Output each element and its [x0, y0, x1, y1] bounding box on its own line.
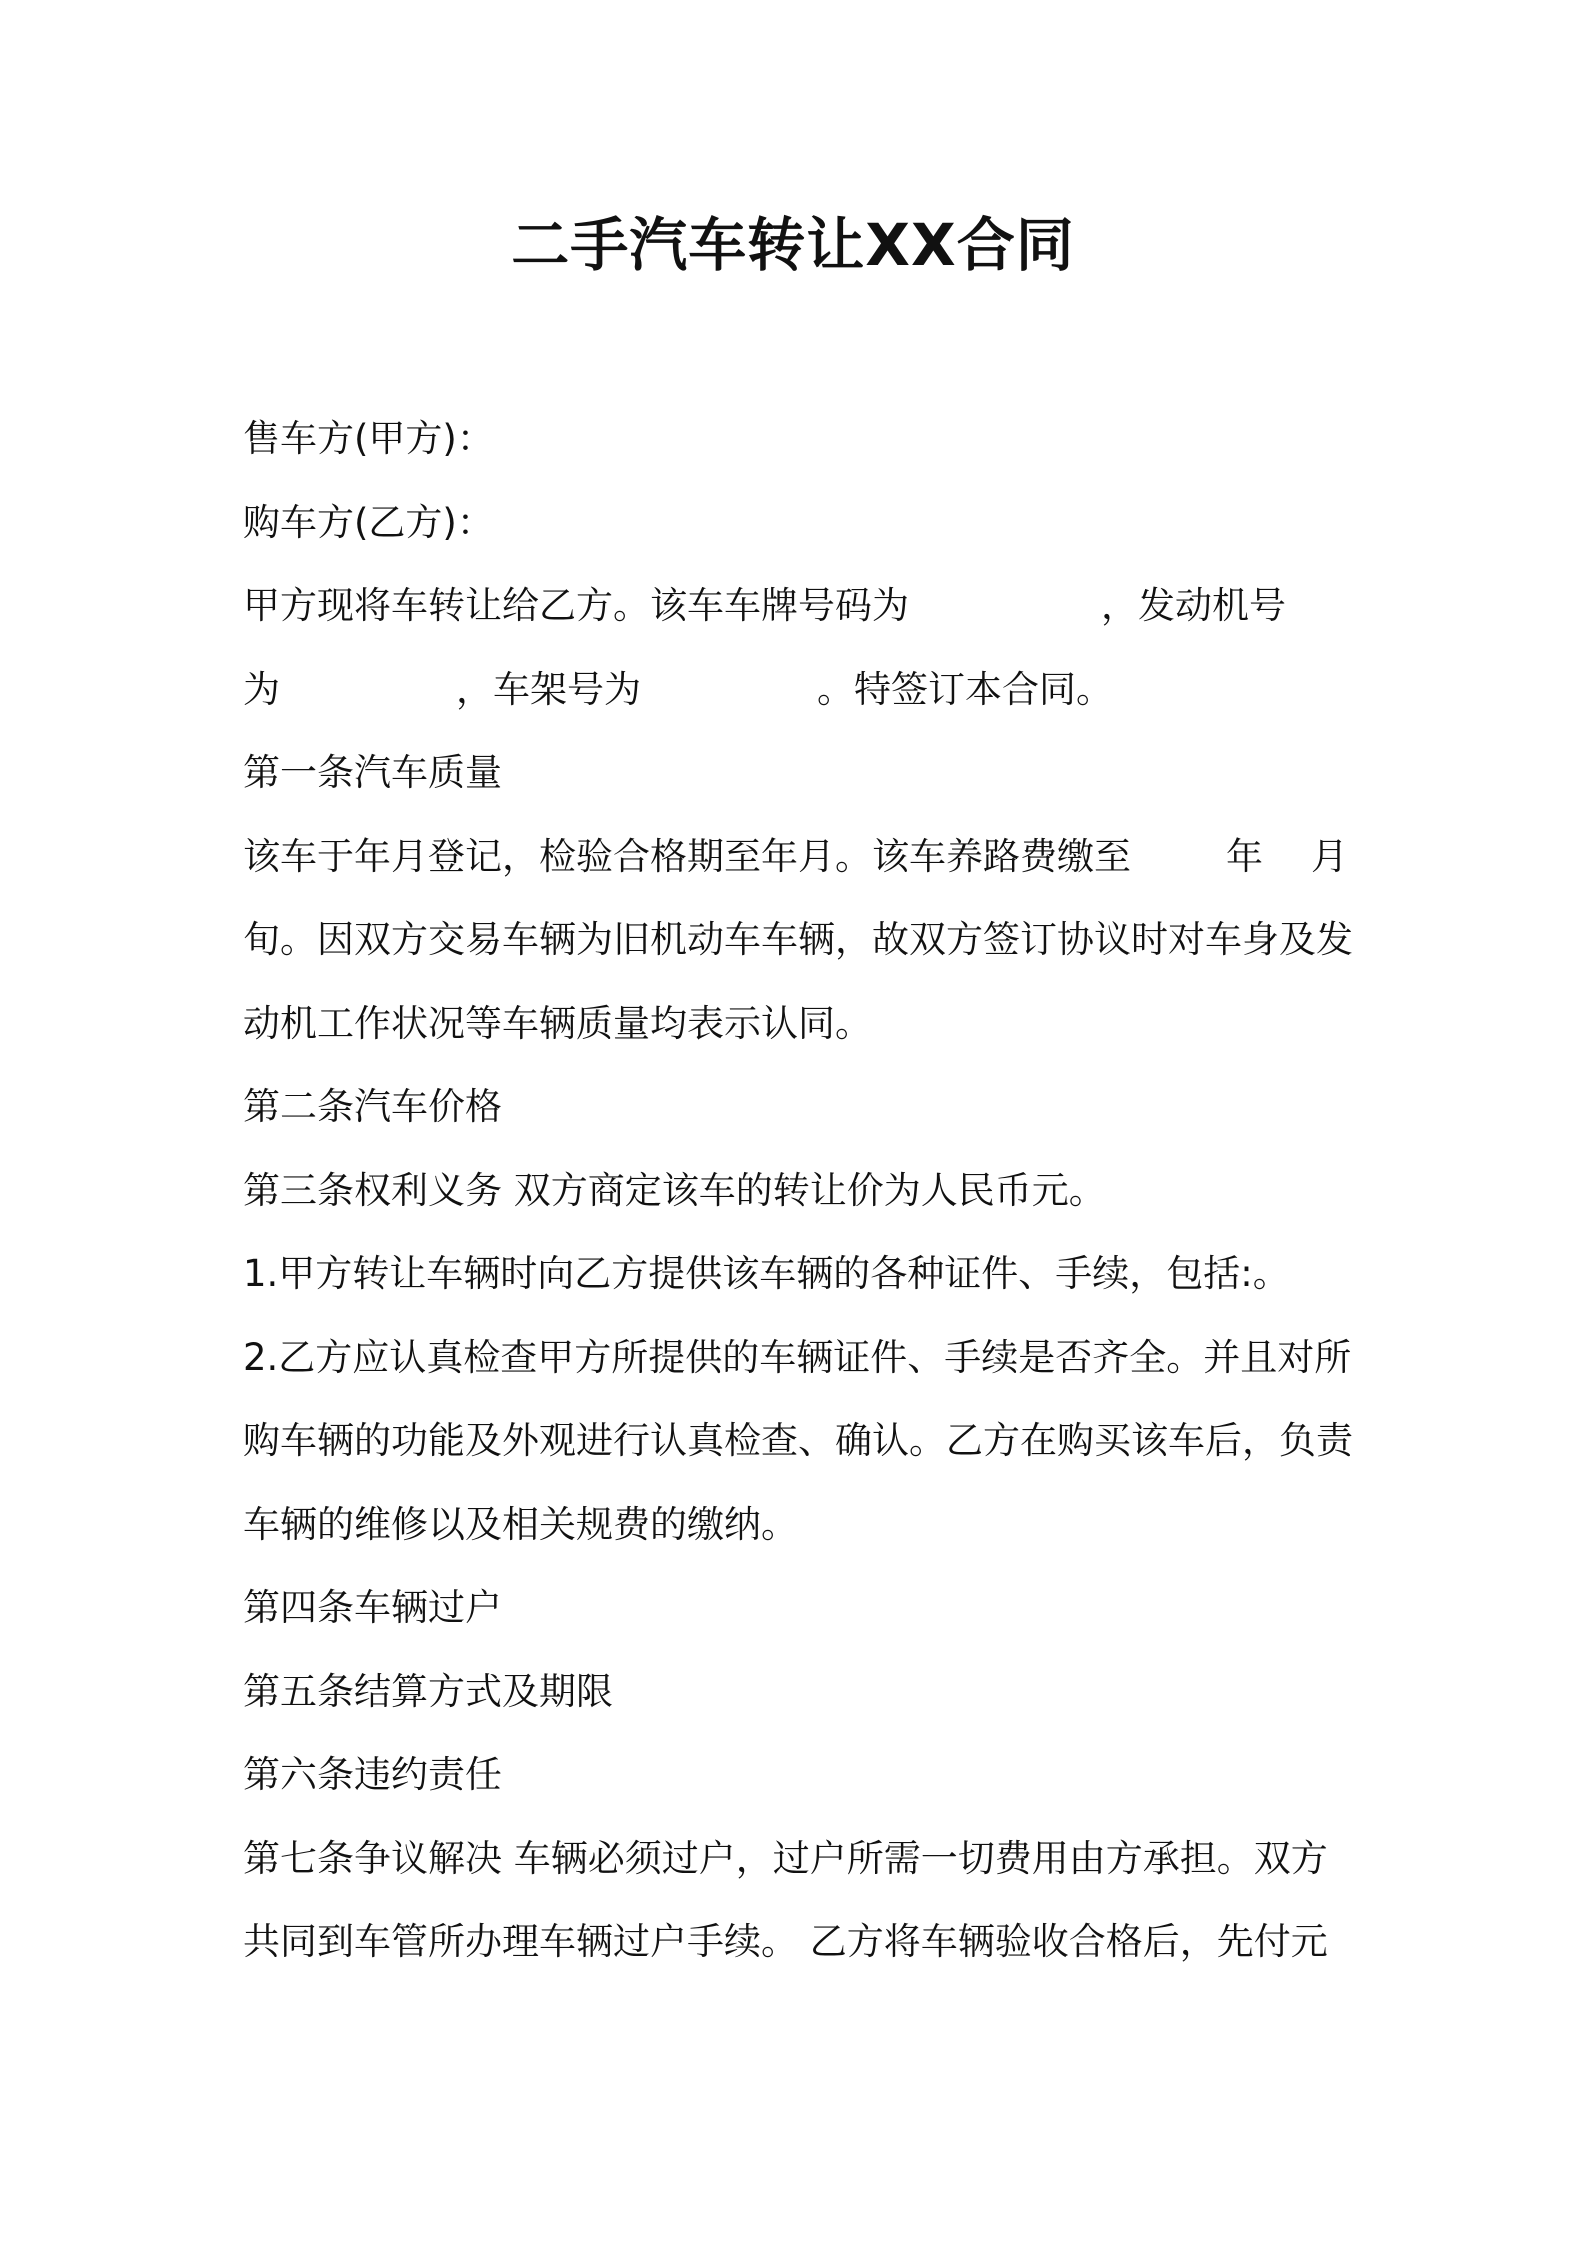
- transfer-text-a: 甲方现将车转让给乙方。该车车牌号码为: [243, 584, 909, 627]
- transfer-text-e: 。特签订本合同。: [817, 667, 1113, 711]
- article-1-text-a: 该车于年月登记，检验合格期至年月。该车养路费缴至: [243, 834, 1131, 878]
- article-3-item-2-line-1: 2.乙方应认真检查甲方所提供的车辆证件、手续是否齐全。并且对所: [243, 1335, 1352, 1379]
- article-3-heading-line: 第三条权利义务 双方商定该车的转让价为人民币元。: [243, 1168, 1106, 1212]
- article-5-heading: 第五条结算方式及期限: [243, 1669, 613, 1713]
- article-1-text-line-2: 旬。因双方交易车辆为旧机动车车辆，故双方签订协议时对车身及发: [243, 918, 1353, 961]
- article-1-month: 月: [1311, 834, 1348, 878]
- article-1-text-line-3: 动机工作状况等车辆质量均表示认同。: [243, 1001, 872, 1045]
- seller-line: 售车方(甲方)：: [243, 417, 494, 460]
- article-3-item-2-line-2: 购车辆的功能及外观进行认真检查、确认。乙方在购买该车后，负责: [243, 1419, 1353, 1462]
- article-3-item-2-line-3: 车辆的维修以及相关规费的缴纳。: [243, 1502, 798, 1546]
- article-7-line-2: 共同到车管所办理车辆过户手续。 乙方将车辆验收合格后，先付元: [243, 1920, 1328, 1963]
- transfer-text-c: 为: [243, 667, 280, 711]
- transfer-text-b: ，发动机号: [1101, 584, 1286, 627]
- transfer-text-d: ，车架号为: [456, 667, 641, 711]
- article-6-heading: 第六条违约责任: [243, 1753, 502, 1796]
- transfer-statement-line-1: [243, 564, 1355, 648]
- article-1-heading: 第一条汽车质量: [243, 751, 502, 794]
- article-7-line-1: 第七条争议解决 车辆必须过户，过户所需一切费用由方承担。双方: [243, 1836, 1328, 1880]
- article-3-item-1: 1.甲方转让车辆时向乙方提供该车辆的各种证件、手续，包括:。: [243, 1252, 1290, 1295]
- article-1-text-line-1: [243, 815, 1355, 899]
- document-title: 二手汽车转让XX合同: [511, 211, 1075, 279]
- buyer-line: 购车方(乙方)：: [243, 500, 494, 544]
- transfer-statement-line-2: [243, 648, 1355, 732]
- contract-body: [243, 397, 1355, 1984]
- article-4-heading: 第四条车辆过户: [243, 1586, 502, 1629]
- article-1-year: 年: [1226, 834, 1263, 878]
- article-2-heading: 第二条汽车价格: [243, 1085, 502, 1128]
